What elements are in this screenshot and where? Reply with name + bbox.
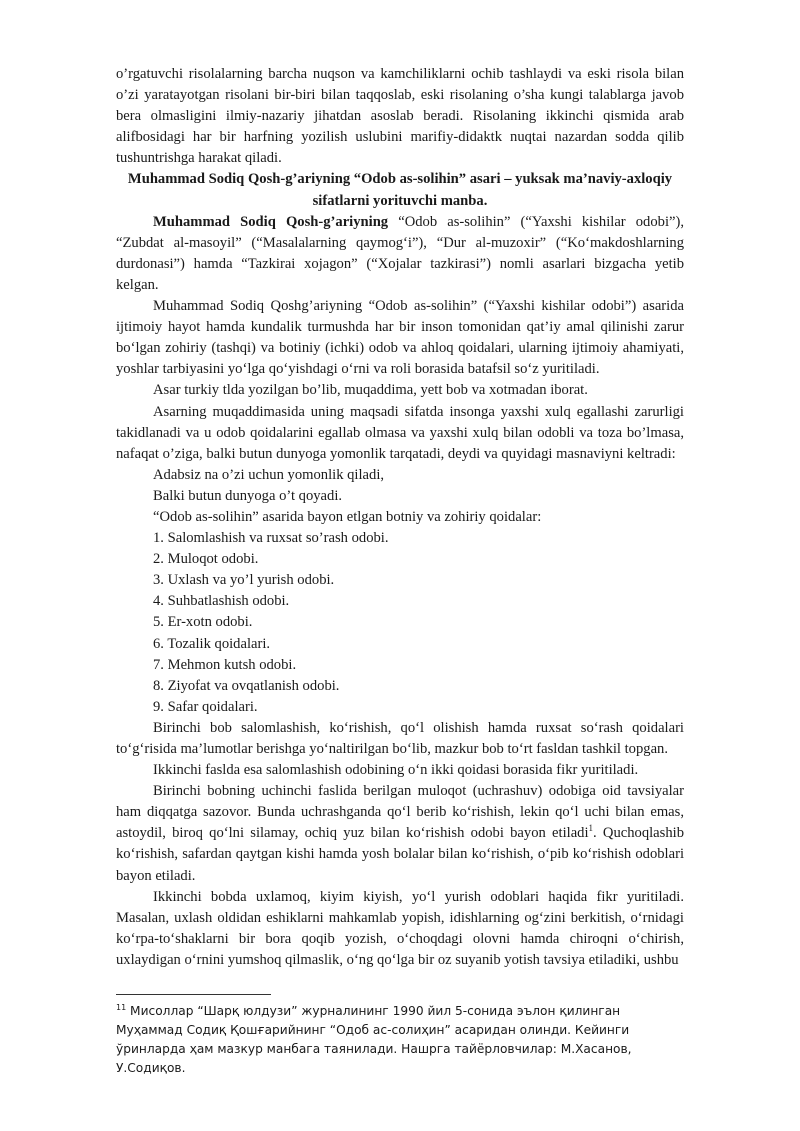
paragraph-2-rest: “Odob as-solihin” (“Yaxshi kishilar odobi”), “Zubdat al-masoyil” (“Masalalarning qaymog‘i”), “Dur al-muzoxir” (“Ko‘makdoshlarning durdonasi”) hamda “Tazkirai xojagon” (“Xojalar tazkirasi”) nomli asarlari bizgacha yetib kelgan. [116,213,684,293]
footnote [116,1002,686,1078]
footnote-text: Мисоллар “Шарқ юлдузи” журналининг 1990 йил 5-сонида эълон қилинган Муҳаммад Содиқ Қошғарийнинг “Одоб ас-солиҳин” асаридан олинди. Кейинги ўринларда ҳам мазкур манбага таянилади. Нашрга тайёрловчилар: М.Хасанов, У.Содиқов. [116,1004,632,1075]
footnote-reference[interactable]: 1 [588,823,594,834]
list-item: 8. Ziyofat va ovqatlanish odobi. [153,677,340,694]
paragraph-6: Birinchi bob salomlashish, ko‘rishish, qo‘l olishish hamda ruxsat so‘rash qoidalari to‘g‘risida ma’lumotlar berishga yo‘naltirilgan bo‘lib, mazkur bob to‘rt fasldan tashkil topgan. [116,719,684,757]
paragraph-9: Ikkinchi bobda uxlamoq, kiyim kiyish, yo‘l yurish odoblari haqida fikr yuritiladi. Masalan, uxlash oldidan eshiklarni mahkamlab yopish, idishlarning og‘zini berkitish, o‘rnidagi ko‘rpa-to‘shaklarni bir bora qoqib yozish, o‘choqdagi olovni hamda chiroqni o‘chirish, uxlaydigan o‘rnini yumshoq qilmaslik, o‘ng qo‘lga bir oz suyanib yotish tavsiya etiladiki, ushbu [116,888,684,968]
list-item: 3. Uxlash va yo’l yurish odobi. [153,572,335,589]
paragraph-7: Ikkinchi faslda esa salomlashish odobining o‘n ikki qoidasi borasida fikr yuritiladi. [153,762,639,779]
section-heading: Muhammad Sodiq Qosh-g’ariyning “Odob as-solihin” asari – yuksak ma’naviy-axloqiy sifatlarni yorituvchi manba. [127,171,673,209]
list-item: 7. Mehmon kutsh odobi. [153,656,297,673]
paragraph-8-part-b: . Quchoqlashib ko‘rishish, safardan qaytgan kishi hamda yosh bolalar bilan ko‘rishish, o‘pib ko‘rishish odoblari bayon etiladi. [116,825,684,884]
list-item: 9. Safar qoidalari. [153,698,258,715]
paragraph-8 [116,781,684,886]
list-item: 4. Suhbatlashish odobi. [153,593,290,610]
verse-line-2: Balki butun dunyoga o’t qoyadi. [153,487,343,504]
list-item: 2. Muloqot odobi. [153,551,259,568]
author-name: Muhammad Sodiq Qosh-g’ariyning [153,213,389,230]
verse-line-1: Adabsiz na o’zi uchun yomonlik qiladi, [153,466,385,483]
paragraph-8-part-a: Birinchi bobning uchinchi faslida berilgan muloqot (uchrashuv) odobiga oid tavsiyalar ham diqqatga sazovor. Bunda uchrashganda qo‘l berib ko‘rishish, lekin qo‘l uchi bilan emas, astoydil, biroq qo‘lni silamay, ochiq yuz bilan ko‘rishish odobi bayon etiladi [116,783,684,842]
paragraph-3: Muhammad Sodiq Qoshg’ariyning “Odob as-solihin” (“Yaxshi kishilar odobi”) asarida ijtimoiy hayot hamda kundalik turmushda har bir inson tomonidan qat’iy amal qilinishi zarur bo‘lgan zohiriy (tashqi) va botiniy (ichki) odob va ahloq qoidalari, ularning ijtimoiy ahamiyati, yoshlar tarbiyasini yo‘lga qo‘yishdagi o‘rni va roli borasida batafsil so‘z yuritiladi. [116,298,684,378]
footnote-divider [116,994,271,995]
paragraph-5: Asarning muqaddimasida uning maqsadi sifatda insonga yaxshi xulq egallashi zarurligi takidlanadi va u odob qoidalarini egallab olmasa va yaxshi xulq bilan odobli va toza bo’lmasa, nafaqat o’ziga, balki butun dunyoga yomonlik tarqatadi, deydi va quyidagi masnaviyni keltradi: [116,403,684,462]
list-item: 6. Tozalik qoidalari. [153,635,271,652]
body-text [116,64,684,971]
paragraph-4: Asar turkiy tlda yozilgan bo’lib, muqaddima, yett bob va xotmadan iborat. [153,382,588,399]
list-item: 5. Er-xotn odobi. [153,614,253,631]
list-item: 1. Salomlashish va ruxsat so’rash odobi. [153,530,389,547]
paragraph-2 [116,212,684,296]
list-intro: “Odob as-solihin” asarida bayon etlgan botniy va zohiriy qoidalar: [153,508,542,525]
paragraph-1: o’rgatuvchi risolalarning barcha nuqson va kamchiliklarni ochib tashlaydi va eski risola bilan o’zi yaratayotgan risolani bir-biri bilan taqqoslab, eski risolaning o’sha kungi talablarga javob bera olmasligini ilmiy-nazariy jihatdan asoslab beradi. Risolaning ikkinchi qismida arab alifbosidagi har bir harfning yozilish uslubini marifiy-didaktk nuqtai nazardan sodda qilib tushuntrishga harakat qiladi. [116,66,684,167]
footnote-mark: 11 [116,1002,127,1012]
